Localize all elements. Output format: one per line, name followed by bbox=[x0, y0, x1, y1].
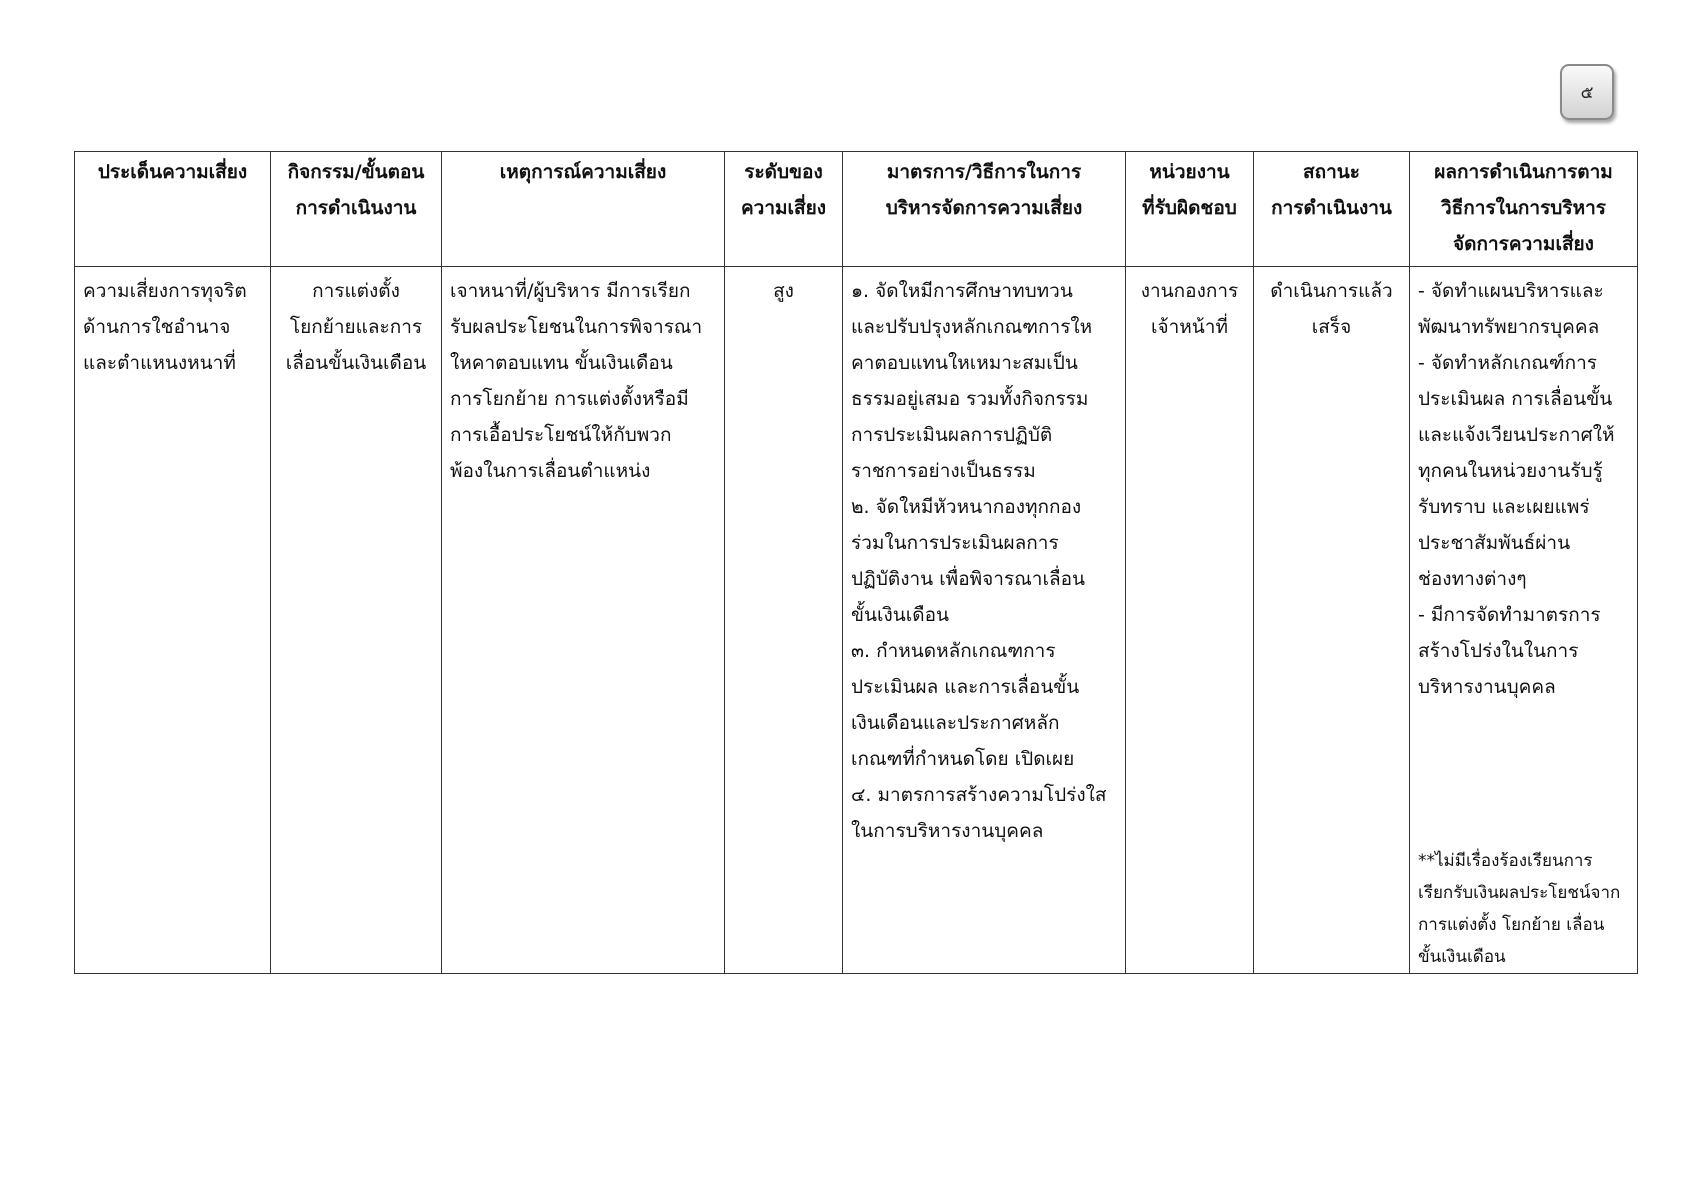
activity-line: การแต่งตั้ง bbox=[312, 280, 400, 302]
results-line: และแจ้งเวียนประกาศให้ bbox=[1418, 424, 1615, 446]
activity-line: โยกย้ายและการ bbox=[289, 316, 423, 338]
header-row bbox=[75, 152, 1638, 267]
unit-line: เจ้าหน้าที่ bbox=[1150, 316, 1228, 338]
header-activity-line-2: การดำเนินงาน bbox=[295, 197, 417, 219]
cell-risk-level bbox=[725, 267, 843, 974]
activity-line: เลื่อนขั้นเงินเดือน bbox=[285, 352, 427, 374]
header-results-line-2: วิธีการในการบริหาร bbox=[1441, 197, 1606, 219]
header-measures-line-2: บริหารจัดการความเสี่ยง bbox=[885, 197, 1083, 219]
note-line: **ไม่มีเรื่องร้องเรียนการ bbox=[1418, 851, 1593, 871]
measures-line: ๒. จัดใหมีหัวหนากองทุกกอง bbox=[851, 496, 1082, 518]
measures-line: ๔. มาตรการสร้างความโปร่งใส bbox=[851, 784, 1107, 806]
results-line: - มีการจัดทำมาตรการ bbox=[1418, 604, 1601, 626]
status-line: ดำเนินการแล้ว bbox=[1270, 280, 1393, 302]
measures-line: และปรับปรุงหลักเกณฑการให bbox=[851, 316, 1093, 338]
risk-event-line: การโยกย้าย การแต่งตั้งหรือมี bbox=[450, 388, 689, 410]
header-results bbox=[1410, 152, 1638, 267]
measures-line: ในการบริหารงานบุคคล bbox=[851, 820, 1044, 842]
measures-line: ธรรมอยู่เสมอ รวมทั้งกิจกรรม bbox=[851, 388, 1089, 410]
results-line: พัฒนาทรัพยากรบุคคล bbox=[1418, 316, 1600, 338]
risk-event-line: เจาหนาที่/ผู้บริหาร มีการเรียก bbox=[450, 280, 691, 302]
results-line: ประชาสัมพันธ์ผ่าน bbox=[1418, 532, 1571, 554]
status-line: เสร็จ bbox=[1311, 316, 1352, 338]
header-activity-line-1: กิจกรรม/ขั้นตอน bbox=[287, 161, 425, 183]
note-line: เรียกรับเงินผลประโยชน์จาก bbox=[1418, 883, 1621, 903]
header-measures-line-1: มาตรการ/วิธีการในการ bbox=[886, 161, 1082, 183]
header-results-line-3: จัดการความเสี่ยง bbox=[1453, 233, 1594, 255]
header-risk-event bbox=[442, 152, 725, 267]
risk-event-line: พ้องในการเลื่อนตำแหน่ง bbox=[450, 460, 651, 482]
header-unit-line-2: ที่รับผิดชอบ bbox=[1142, 197, 1237, 219]
results-line: สร้างโปร่งในในการ bbox=[1418, 640, 1579, 662]
cell-risk-issue bbox=[75, 267, 271, 974]
measures-line: ขั้นเงินเดือน bbox=[851, 604, 949, 626]
cell-measures bbox=[843, 267, 1126, 974]
header-risk-level-line-1: ระดับของ bbox=[744, 161, 823, 183]
measures-line: ปฏิบัติงาน เพื่อพิจารณาเลื่อน bbox=[851, 568, 1085, 590]
results-line: ทุกคนในหน่วยงานรับรู้ bbox=[1418, 460, 1603, 482]
header-risk-issue-line-1: ประเด็นความเสี่ยง bbox=[97, 161, 248, 183]
header-activity bbox=[271, 152, 442, 267]
risk-event-line: รับผลประโยชนในการพิจารณา bbox=[450, 316, 703, 338]
header-risk-level bbox=[725, 152, 843, 267]
cell-status bbox=[1254, 267, 1410, 974]
cell-unit bbox=[1126, 267, 1254, 974]
risk-level-value: สูง bbox=[773, 280, 794, 302]
results-line: - จัดทำแผนบริหารและ bbox=[1418, 280, 1604, 302]
table-row bbox=[75, 267, 1638, 974]
measures-line: การประเมินผลการปฏิบัติ bbox=[851, 424, 1053, 446]
header-status bbox=[1254, 152, 1410, 267]
measures-line: คาตอบแทนใหเหมาะสมเป็น bbox=[851, 352, 1078, 374]
page-number-badge bbox=[1560, 64, 1614, 120]
page-number: ๕ bbox=[1580, 82, 1594, 103]
results-line: รับทราบ และเผยแพร่ bbox=[1418, 496, 1590, 518]
header-risk-issue bbox=[75, 152, 271, 267]
cell-risk-event bbox=[442, 267, 725, 974]
measures-line: ราชการอย่างเป็นธรรม bbox=[851, 460, 1036, 482]
results-line: - จัดทำหลักเกณฑ์การ bbox=[1418, 352, 1598, 374]
cell-activity bbox=[271, 267, 442, 974]
measures-line: ๓. กำหนดหลักเกณฑการ bbox=[851, 640, 1056, 662]
results-line: ช่องทางต่างๆ bbox=[1418, 568, 1527, 590]
risk-issue-line: และตำแหนงหนาที่ bbox=[83, 352, 236, 374]
results-line: ประเมินผล การเลื่อนขั้น bbox=[1418, 388, 1613, 410]
risk-event-line: ใหคาตอบแทน ขั้นเงินเดือน bbox=[450, 352, 673, 374]
header-results-line-1: ผลการดำเนินการตาม bbox=[1434, 161, 1613, 183]
header-risk-event-line-1: เหตุการณ์ความเสี่ยง bbox=[499, 161, 667, 183]
measures-line: เงินเดือนและประกาศหลัก bbox=[851, 712, 1060, 734]
risk-issue-line: ความเสี่ยงการทุจริต bbox=[83, 280, 247, 302]
header-status-line-2: การดำเนินงาน bbox=[1271, 197, 1392, 219]
risk-management-table bbox=[74, 151, 1638, 974]
header-risk-level-line-2: ความเสี่ยง bbox=[740, 197, 827, 219]
risk-issue-line: ด้านการใชอำนาจ bbox=[83, 316, 231, 338]
measures-line: เกณฑที่กำหนดโดย เปิดเผย bbox=[851, 748, 1075, 770]
note-line: การแต่งตั้ง โยกย้าย เลื่อน bbox=[1418, 915, 1605, 935]
results-line: บริหารงานบุคคล bbox=[1418, 676, 1556, 698]
measures-line: ๑. จัดใหมีการศึกษาทบทวน bbox=[851, 280, 1073, 302]
header-measures bbox=[843, 152, 1126, 267]
unit-line: งานกองการ bbox=[1140, 280, 1239, 302]
header-unit-line-1: หน่วยงาน bbox=[1149, 161, 1230, 183]
header-unit bbox=[1126, 152, 1254, 267]
measures-line: ประเมินผล และการเลื่อนขั้น bbox=[851, 676, 1080, 698]
risk-event-line: การเอื้อประโยชน์ให้กับพวก bbox=[450, 424, 672, 446]
header-status-line-1: สถานะ bbox=[1303, 161, 1360, 183]
cell-results bbox=[1410, 267, 1638, 974]
results-note bbox=[1418, 845, 1620, 973]
note-line: ขั้นเงินเดือน bbox=[1418, 947, 1506, 967]
measures-line: ร่วมในการประเมินผลการ bbox=[851, 532, 1059, 554]
